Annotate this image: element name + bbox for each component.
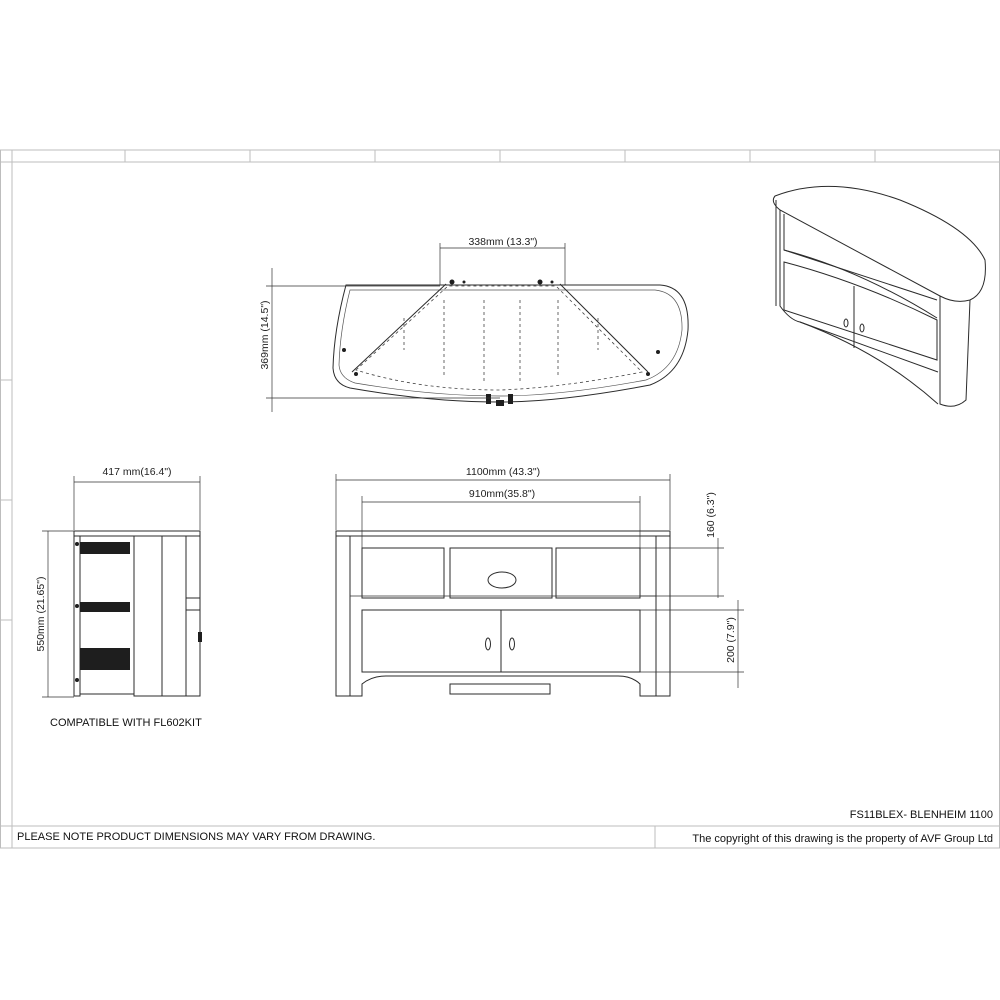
front-inner-width-dimension — [362, 488, 640, 548]
top-depth-label: 369mm (14.5") — [259, 300, 271, 370]
side-view — [35, 466, 202, 697]
top-outline — [333, 285, 688, 402]
front-inner-width-label: 910mm(35.8") — [468, 488, 536, 500]
top-width-label: 338mm (13.3") — [468, 236, 538, 248]
top-internal-frame — [356, 286, 642, 390]
side-depth-dimension — [74, 466, 200, 530]
top-width-dimension — [440, 236, 565, 285]
compatibility-note: COMPATIBLE WITH FL602KIT — [50, 717, 202, 729]
side-shelf-top — [80, 542, 130, 554]
front-shelf-height-dimension — [640, 492, 724, 598]
front-view — [336, 466, 744, 696]
top-depth-dimension — [259, 268, 500, 412]
front-overall-width-label: 1100mm (43.3") — [465, 466, 541, 478]
top-view — [259, 236, 688, 412]
top-slots — [404, 300, 598, 382]
side-depth-label: 417 mm(16.4") — [102, 466, 172, 478]
side-shelf-bottom — [80, 648, 130, 670]
top-inner-outline — [339, 290, 682, 396]
disclaimer-note: PLEASE NOTE PRODUCT DIMENSIONS MAY VARY FROM DRAWING. — [17, 831, 376, 843]
copyright-note: The copyright of this drawing is the property of AVF Group Ltd — [692, 833, 993, 845]
front-shelf-height-label: 160 (6.3") — [705, 492, 717, 538]
side-height-dimension — [35, 531, 74, 697]
side-shelf-mid — [80, 602, 130, 612]
model-label: FS11BLEX- BLENHEIM 1100 — [849, 809, 993, 821]
side-height-label: 550mm (21.65") — [35, 576, 47, 652]
front-door-height-label: 200 (7.9") — [725, 617, 737, 663]
perspective-view — [773, 186, 985, 406]
